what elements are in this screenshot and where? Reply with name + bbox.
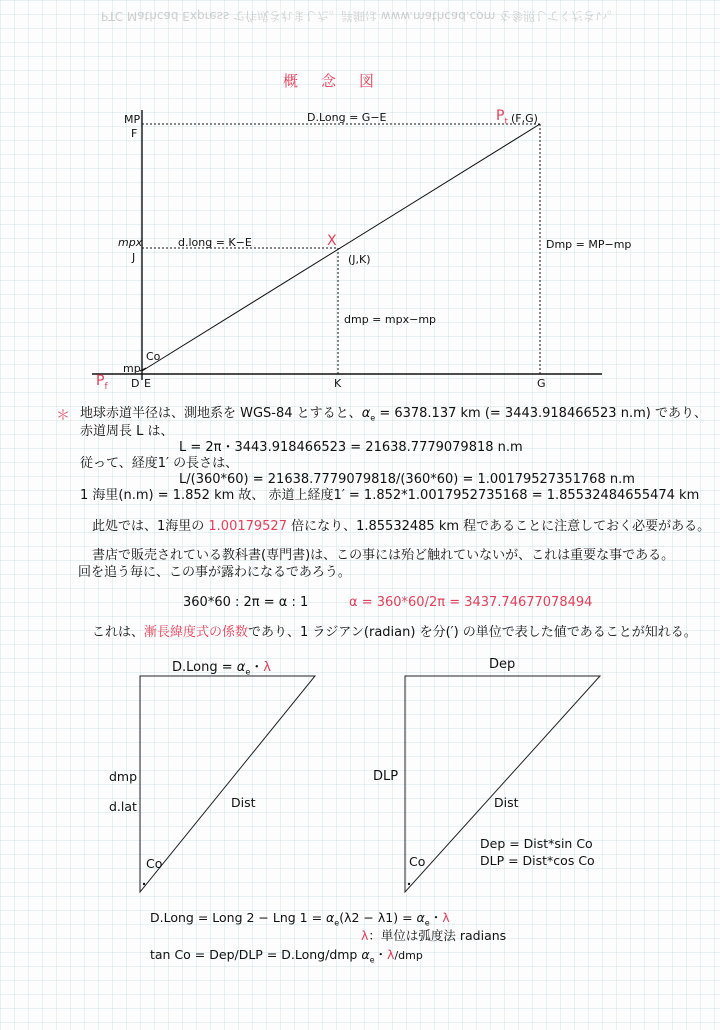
right-tri-eq2: DLP = Dist*cos Co <box>480 853 595 868</box>
label-dlong-mid: d.long = K−E <box>178 236 252 249</box>
watermark: PTC Mathcad Express で作成されました。詳細は www.mathcad.com を参照してください。 <box>100 9 620 23</box>
left-tri-dlat: d.lat <box>109 799 137 814</box>
left-tri-dmp: dmp <box>109 769 138 784</box>
left-tri-co: Co <box>146 856 163 871</box>
diagram-title: 概 念 図 <box>283 72 379 90</box>
equation-1-result: α = 360*60/2π = 3437.74677078494 <box>349 595 593 610</box>
paragraph-3: これは、漸長緯度式の係数であり、1 ラジアン(radian) を分(′) の単位で表した値であることが知れる。 <box>92 625 697 640</box>
equation-1: 360*60 : 2π = α : 1 <box>183 595 309 610</box>
label-FG: (F,G) <box>511 112 538 125</box>
label-JK: (J,K) <box>348 253 371 266</box>
label-E: E <box>144 377 151 390</box>
label-mp: mp <box>123 362 141 375</box>
label-dlong-top: D.Long = G−E <box>307 111 387 124</box>
text-line-6: 1 海里(n.m) = 1.852 km 故、 赤道上経度1′ = 1.852*1.0017952735168 = 1.85532484655474 km <box>80 488 700 503</box>
label-F: F <box>131 127 138 140</box>
bottom-line-1: D.Long = Long 2 − Lng $1 = \alpha_e(\lambda 2 - \lambda 1) = \alpha_e$・λ <box>150 910 450 928</box>
left-tri-top: D.Long = $\alpha_e$・λ <box>172 660 271 677</box>
star-mark: ＊ <box>56 408 70 424</box>
left-triangle <box>140 676 315 892</box>
bottom-line-2: λ：単位は弧度法 radians <box>361 928 507 943</box>
text-line-1: 地球赤道半径は、測地系を WGS-84 とすると、$\alpha_e = 6378.137$ km (= 3443.918466523 n.m) であり、 <box>80 406 707 423</box>
label-Pt: $P_t$ <box>496 108 508 127</box>
label-K: K <box>334 377 342 390</box>
label-mpx: mpx <box>118 236 143 249</box>
label-dmp: dmp = mpx−mp <box>344 313 437 326</box>
right-tri-dlp: DLP <box>373 769 399 784</box>
label-D: D <box>131 377 140 390</box>
text-line-4: 従って、経度1′ の長さは、 <box>80 456 239 471</box>
right-tri-dist: Dist <box>494 795 519 810</box>
right-tri-eq1: Dep = Dist*sin Co <box>480 836 593 851</box>
paragraph-2a: 書店で販売されている教科書(専門書)は、この事には殆ど触れていないが、これは重要な事である。 <box>92 548 675 563</box>
label-Pf: $P_f$ <box>96 373 108 392</box>
label-Co: Co <box>146 350 161 363</box>
right-tri-co: Co <box>409 854 426 869</box>
text-line-5: L/(360*60) = 21638.7779079818/(360*60) = 1.00179527351768 n.m <box>179 472 635 487</box>
label-J: J <box>132 251 136 264</box>
left-tri-dist: Dist <box>231 795 256 810</box>
label-MP: MP <box>124 113 141 126</box>
text-line-2: 赤道周長 L は、 <box>80 424 174 439</box>
paragraph-1: 此処では、1海里の 1.00179527 倍になり、1.85532485 km 程であることに注意しておく必要がある。 <box>92 519 711 534</box>
paragraph-2b: 回を追う毎に、この事が露わになるであろう。 <box>78 565 351 580</box>
label-G: G <box>537 377 546 390</box>
right-tri-top: Dep <box>489 657 516 672</box>
bottom-line-3: tan Co = Dep/DLP = D.Long/dmp $\alpha_e$・λ/dmp <box>150 947 423 965</box>
label-Dmp: Dmp = MP−mp <box>546 238 632 251</box>
label-X: X <box>327 233 337 249</box>
text-line-3: L = 2π・3443.918466523 = 21638.7779079818 n.m <box>179 440 523 455</box>
